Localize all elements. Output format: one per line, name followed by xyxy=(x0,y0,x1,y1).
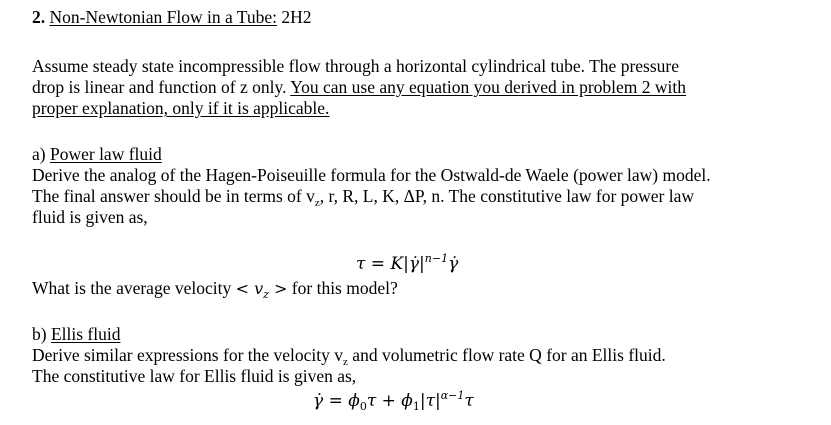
problem-code: 2H2 xyxy=(281,7,312,27)
intro-line-2-plain: drop is linear and function of z only. xyxy=(32,77,291,97)
ellis-equation-end: τ xyxy=(464,391,474,411)
ellis-equation xyxy=(313,391,474,412)
part-a-question-post: for this model? xyxy=(287,278,398,298)
problem-number: 2. xyxy=(32,7,46,27)
part-b-heading xyxy=(32,324,120,345)
ellis-equation-abs: |τ| xyxy=(419,391,441,411)
part-a-line-2 xyxy=(32,186,694,207)
ellis-equation-sub0: 0 xyxy=(359,400,367,413)
power-law-equation-rhs: γ̇ xyxy=(448,254,459,274)
part-b-line-1-post: and volumetric flow rate Q for an Ellis fluid. xyxy=(347,345,666,365)
avg-velocity-symbol: < v xyxy=(235,279,264,298)
part-b-line-1-pre: Derive similar expressions for the velocity v xyxy=(32,345,344,365)
ellis-equation-mid: τ + ϕ xyxy=(366,391,413,411)
power-law-equation-exponent: n−1 xyxy=(424,252,449,265)
part-a-heading xyxy=(32,144,162,165)
part-a-line-1: Derive the analog of the Hagen-Poiseuille formula for the Ostwald-de Waele (power law) model. xyxy=(32,165,711,185)
part-b-heading-text: Ellis fluid xyxy=(50,324,121,344)
intro-line-2 xyxy=(32,77,686,98)
intro-line-2-underlined: You can use any equation you derived in problem 2 with xyxy=(290,77,687,97)
part-a-question-pre: What is the average velocity xyxy=(32,278,236,298)
ellis-equation-exponent: α−1 xyxy=(440,389,465,402)
part-a-heading-text: Power law fluid xyxy=(49,144,162,164)
part-a-line-2-text: The final answer should be in terms of v xyxy=(32,186,315,206)
part-a-line-2-sub: z xyxy=(314,197,320,209)
ellis-equation-sub1: 1 xyxy=(412,400,420,413)
part-b-line-1-sub: z xyxy=(343,356,348,368)
part-a-question xyxy=(32,278,398,299)
part-b-line-1 xyxy=(32,345,666,366)
power-law-equation-lhs: τ = K|γ̇| xyxy=(356,254,425,274)
part-a-label: a) xyxy=(32,144,50,164)
part-a-line-2-rest: , r, R, L, K, ΔP, n. The constitutive law for power law xyxy=(319,186,695,206)
problem-title xyxy=(32,7,312,28)
part-b-label: b) xyxy=(32,324,51,344)
part-b-line-2: The constitutive law for Ellis fluid is given as, xyxy=(32,366,357,386)
problem-title-text: Non-Newtonian Flow in a Tube: xyxy=(49,7,277,27)
avg-velocity-sub: z xyxy=(263,288,269,301)
intro-line-1: Assume steady state incompressible flow through a horizontal cylindrical tube. The pressure xyxy=(32,56,680,76)
ellis-equation-lhs: γ̇ = ϕ xyxy=(313,391,360,411)
power-law-equation xyxy=(356,254,458,275)
intro-line-3: proper explanation, only if it is applicable. xyxy=(32,98,330,118)
part-a-line-3: fluid is given as, xyxy=(32,207,148,227)
avg-velocity-end: > xyxy=(268,279,288,298)
